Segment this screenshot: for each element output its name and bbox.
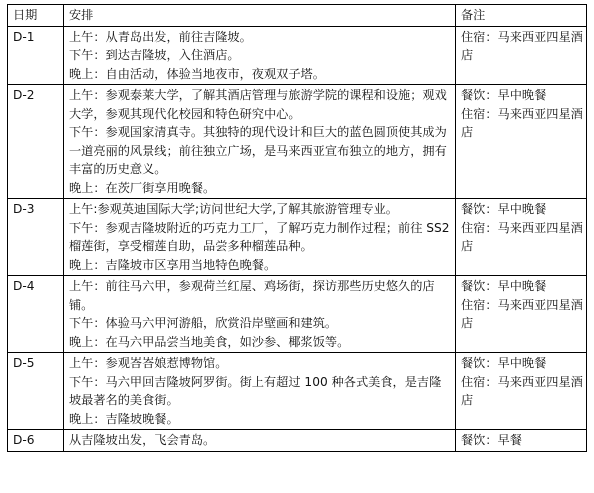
note-line: 餐饮：早中晚餐: [461, 202, 547, 216]
note-line: 餐饮：早餐: [461, 433, 522, 447]
plan-line: 从吉隆坡出发，飞会青岛。: [69, 433, 216, 447]
table-row: [8, 85, 587, 199]
plan-line: 上午：前往马六甲，参观荷兰红屋、鸡场街，探访那些历史悠久的店铺。: [69, 279, 435, 312]
note-line: 餐饮：早中晚餐: [461, 279, 547, 293]
plan-line: 晚上：在马六甲品尝当地美食，如沙参、椰浆饭等。: [69, 334, 350, 349]
table-row: [8, 353, 587, 430]
itinerary-table-wrapper: [7, 4, 587, 452]
note-line: 住宿：马来西亚四星酒店: [461, 297, 583, 330]
note-cell: [456, 430, 587, 452]
header-note: 备注: [456, 5, 587, 27]
header-date: 日期: [8, 5, 64, 27]
plan-line: 上午：参观泰莱大学，了解其酒店管理与旅游学院的课程和设施；观戏大学，参观其现代化校园和特色研究中心。: [69, 88, 447, 121]
plan-line: 下午：参观吉隆坡附近的巧克力工厂，了解巧克力制作过程；前往 SS2 榴莲街，享受榴莲自助，品尝多种榴莲品种。: [69, 220, 450, 253]
plan-line: 下午：马六甲回吉隆坡阿罗街。街上有超过 100 种各式美食，是吉隆坡最著名的美食街。: [69, 374, 442, 407]
day-cell: D-5: [8, 353, 64, 430]
plan-line: 下午：体验马六甲河游船，欣赏沿岸壁画和建筑。: [69, 316, 338, 330]
day-cell: D-1: [8, 26, 64, 85]
plan-line: 上午：参观峇峇娘惹博物馆。: [69, 356, 228, 370]
table-row: [8, 276, 587, 353]
plan-line: 晚上：吉隆坡市区享用当地特色晚餐。: [69, 257, 277, 272]
plan-line: 上午：从青岛出发，前往吉隆坡。: [69, 29, 252, 44]
plan-line: 晚上：吉隆坡晚餐。: [69, 411, 179, 426]
note-line: 住宿：马来西亚四星酒店: [461, 106, 583, 139]
note-cell: [456, 199, 587, 276]
table-row: [8, 26, 587, 85]
plan-cell: [64, 199, 456, 276]
note-line: 住宿：马来西亚四星酒店: [461, 29, 583, 62]
plan-line: 下午：参观国家清真寺。其独特的现代设计和巨大的蓝色圆顶使其成为一道亮丽的风景线；前往独立广场，是马来西亚宣布独立的地方，拥有丰富的历史意义。: [69, 125, 447, 176]
note-cell: [456, 85, 587, 199]
plan-cell: [64, 85, 456, 199]
note-line: 住宿：马来西亚四星酒店: [461, 220, 583, 253]
note-cell: [456, 276, 587, 353]
note-cell: [456, 353, 587, 430]
note-line: 餐饮：早中晚餐: [461, 88, 547, 102]
plan-cell: [64, 26, 456, 85]
plan-cell: [64, 276, 456, 353]
day-cell: D-3: [8, 199, 64, 276]
plan-line: 晚上：在茨厂街享用晚餐。: [69, 180, 216, 195]
note-cell: [456, 26, 587, 85]
table-row: [8, 199, 587, 276]
plan-cell: [64, 353, 456, 430]
header-plan: 安排: [64, 5, 456, 27]
note-line: 餐饮：早中晚餐: [461, 356, 547, 370]
plan-line: 晚上：自由活动，体验当地夜市，夜观双子塔。: [69, 66, 325, 81]
day-cell: D-6: [8, 430, 64, 452]
table-row: [8, 430, 587, 452]
plan-line: 上午:参观英迪国际大学;访问世纪大学,了解其旅游管理专业。: [69, 202, 398, 216]
header-row: [8, 5, 587, 27]
itinerary-table: [7, 4, 587, 452]
day-cell: D-2: [8, 85, 64, 199]
plan-line: 下午：到达吉隆坡，入住酒店。: [69, 48, 240, 62]
day-cell: D-4: [8, 276, 64, 353]
plan-cell: [64, 430, 456, 452]
note-line: 住宿：马来西亚四星酒店: [461, 374, 583, 407]
